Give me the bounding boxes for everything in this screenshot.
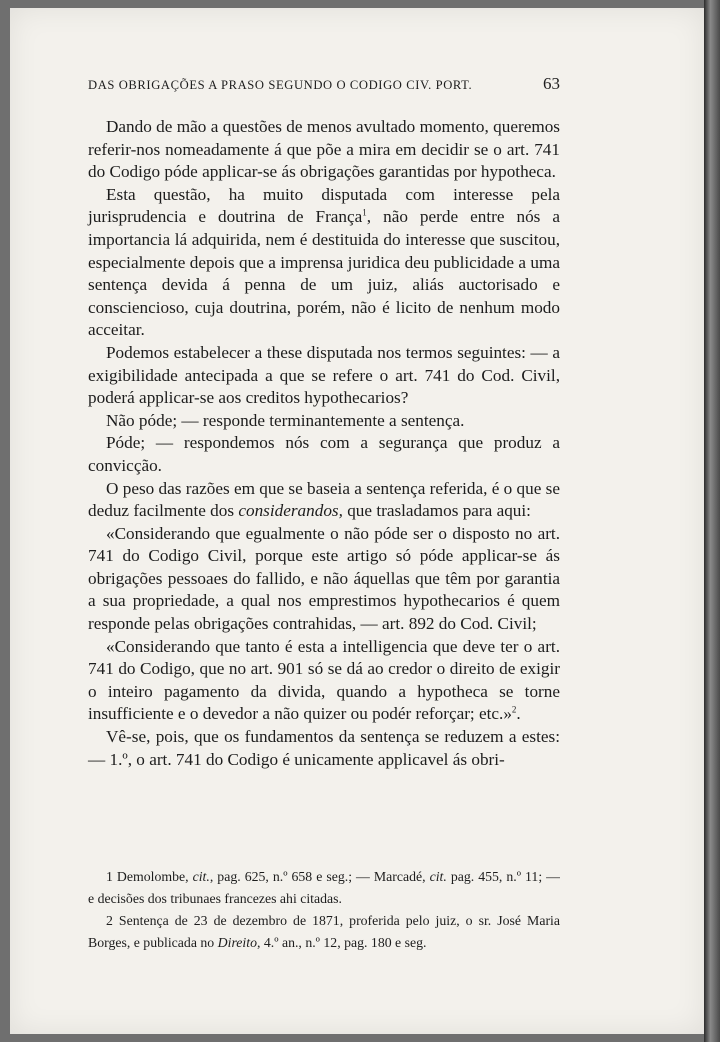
running-head: [88, 74, 560, 94]
footnotes: [88, 866, 560, 954]
book-edge: [704, 0, 720, 1042]
paragraph: «Considerando que tanto é esta a intelligencia que deve ter o art. 741 do Codigo, que no art. 901 só se dá ao credor o direito de exigir o inteiro pagamento da divida, quando a hypotheca se torne insufficiente e o devedor a não quizer ou podér reforçar; etc.»$^2$.: [88, 636, 560, 724]
footnote-ref: 2: [511, 704, 517, 715]
paragraph: Póde; — respondemos nós com a segurança que produz a convicção.: [88, 433, 560, 475]
footnote: 2 Sentença de 23 de dezembro de 1871, proferida pelo juiz, o sr. José Maria Borges, e publicada no Direito, 4.º an., n.º 12, pag. 180 e seg.: [88, 913, 560, 950]
paragraph: Esta questão, ha muito disputada com interesse pela jurisprudencia e doutrina de França$^1$, não perde entre nós a importancia lá adquirida, nem é destituida do interesse que suscitou, especialmente depois que a imprensa juridica deu publicidade a uma sentença devida á penna de um juiz, aliás auctorisado e consciencioso, cuja doutrina, porém, não é licito de nenhum modo acceitar.: [88, 184, 560, 340]
paragraph: Vê-se, pois, que os fundamentos da sentença se reduzem a estes: — 1.º, o art. 741 do Codigo é unicamente applicavel ás obri-: [88, 727, 560, 769]
paragraph: «Considerando que egualmente o não póde ser o disposto no art. 741 do Codigo Civil, porque este artigo só póde applicar-se ás obrigações pessoaes do fallido, e não áquellas que têm por garantia a sua propriedade, a qual nos emprestimos hypothecarios é quem responde pelas obrigações contrahidas, — art. 892 do Cod. Civil;: [88, 523, 560, 634]
page-number: 63: [543, 74, 560, 93]
paragraph: Não póde; — responde terminantemente a sentença.: [106, 410, 465, 430]
footnote-ref: 1: [362, 207, 367, 218]
paragraph: Dando de mão a questões de menos avultado momento, queremos referir-nos nomeadamente á que põe a mira em decidir se o art. 741 do Codigo póde applicar-se ás obrigações garantidas por hypotheca.: [88, 117, 560, 182]
paragraph: Podemos estabelecer a these disputada nos termos seguintes: — a exigibilidade antecipada a que se refere o art. 741 do Cod. Civil, poderá applicar-se aos creditos hypothecarios?: [88, 342, 560, 408]
paragraph: O peso das razões em que se baseia a sentença referida, é o que se deduz facilmente dos considerandos, que trasladamos para aqui:: [88, 478, 560, 521]
main-text: [88, 74, 560, 771]
running-head-title: DAS OBRIGAÇÕES A PRASO SEGUNDO O CODIGO CIV. PORT.: [88, 78, 473, 92]
footnote: 1 Demolombe, cit., pag. 625, n.º 658 e seg.; — Marcadé, cit. pag. 455, n.º 11; — e decisões dos tribunaes francezes ahi citadas.: [88, 869, 560, 906]
